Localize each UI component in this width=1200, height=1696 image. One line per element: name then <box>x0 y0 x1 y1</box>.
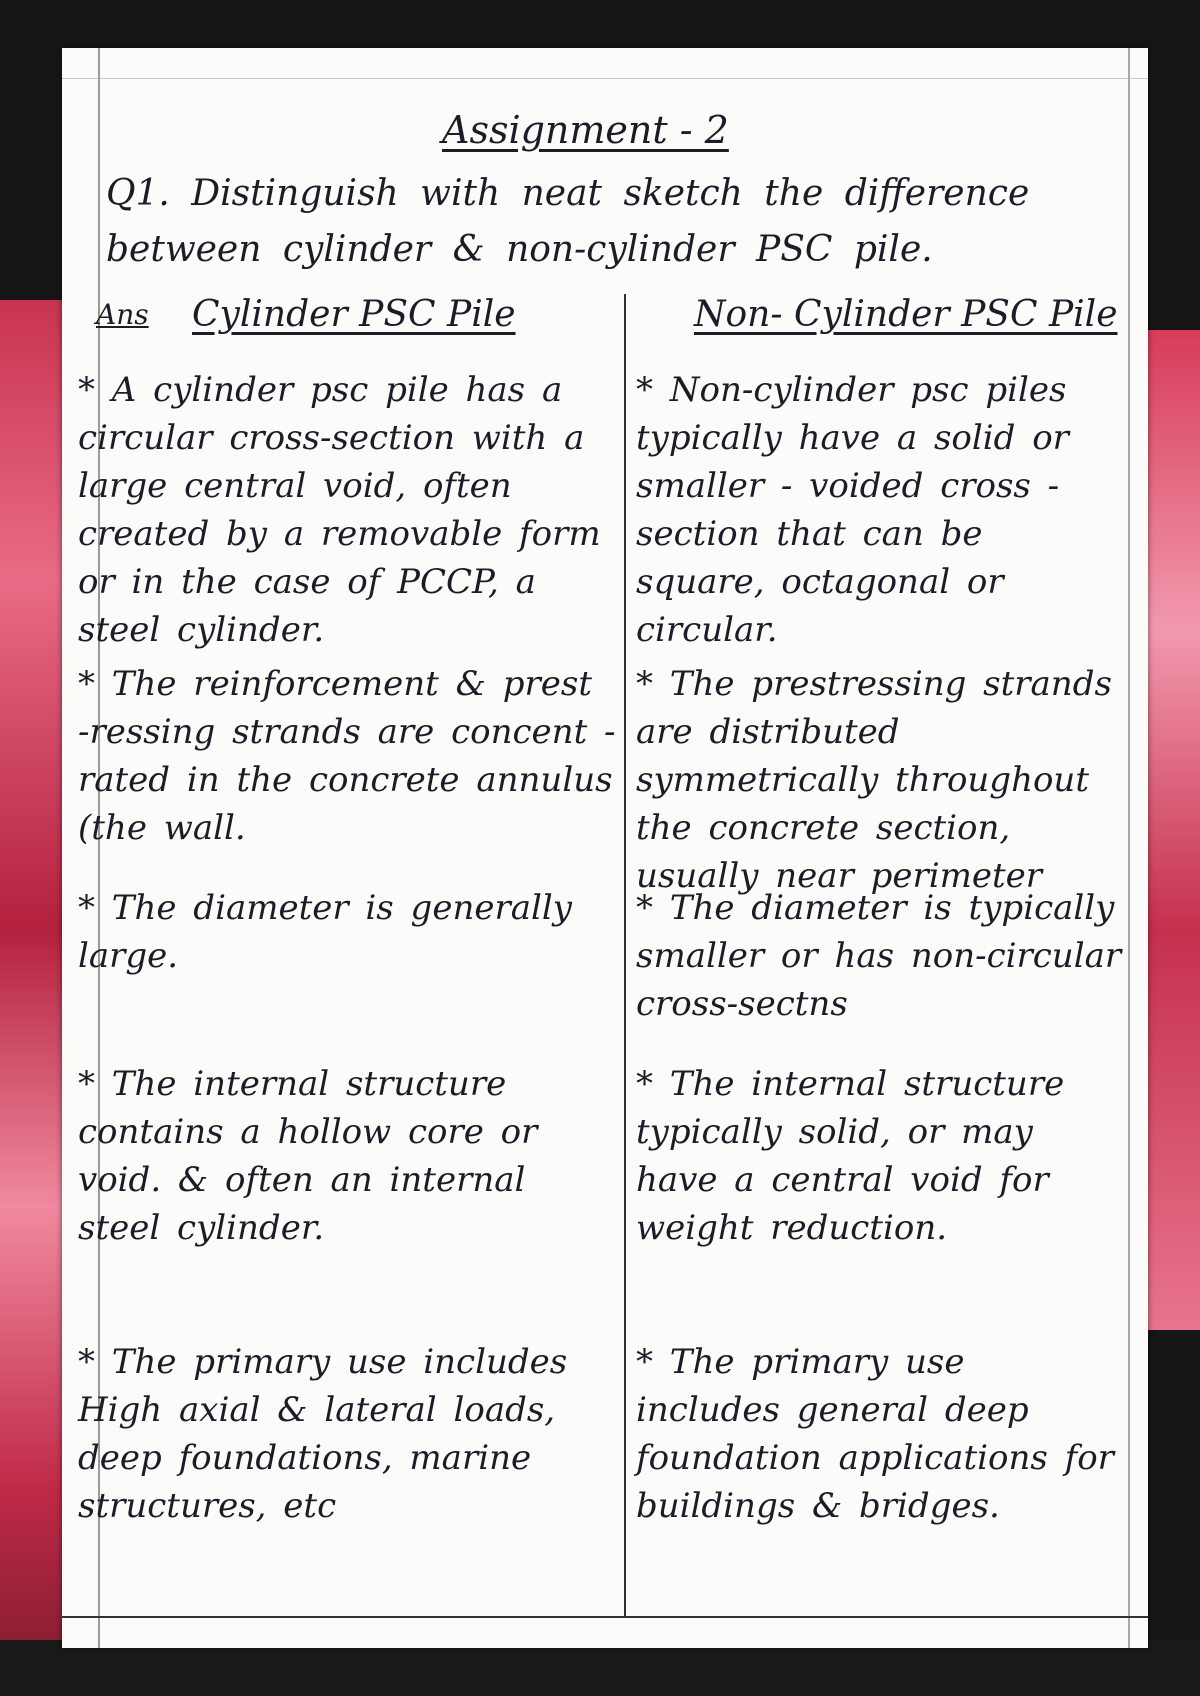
row-1-cylinder: * A cylinder psc pile has a circular cross-section with a large central void, often created by a removable form or in the case of PCCP, a steel cylinder. <box>78 370 601 650</box>
row-2-cylinder: * The reinforcement & prest -ressing strands are concent -rated in the concrete annulus (the wall. <box>78 664 616 848</box>
answer-label: Ans <box>96 298 149 331</box>
notebook-page <box>62 48 1148 1648</box>
row-3-cylinder: * The diameter is generally large. <box>78 888 572 976</box>
row-5-cylinder: * The primary use includes High axial & lateral loads, deep foundations, marine structures, etc <box>78 1342 568 1526</box>
row-2-non-cylinder: * The prestressing strands are distributed symmetrically throughout the concrete section, usually near perimeter <box>636 664 1112 896</box>
row-4-cylinder: * The internal structure contains a hollow core or void. & often an internal steel cylinder. <box>78 1064 538 1248</box>
row-1-non-cylinder: * Non-cylinder psc piles typically have a solid or smaller - voided cross -section that can be square, octagonal or circular. <box>636 370 1069 650</box>
assignment-title: Assignment - 2 <box>442 108 729 152</box>
floral-background-left <box>0 300 70 1696</box>
column-heading-non-cylinder: Non- Cylinder PSC Pile <box>694 294 1118 335</box>
page-right-rule <box>1128 48 1130 1648</box>
column-divider <box>624 294 626 1616</box>
page-top-rule <box>62 78 1148 79</box>
question-text: Q1. Distinguish with neat sketch the difference between cylinder & non-cylinder PSC pile. <box>106 173 1030 270</box>
column-heading-cylinder: Cylinder PSC Pile <box>192 294 516 335</box>
row-3-non-cylinder: * The diameter is typically smaller or has non-circular cross-sectns <box>636 888 1122 1024</box>
dark-background-bottom <box>0 1640 1200 1696</box>
floral-background-right <box>1140 330 1200 1330</box>
row-4-non-cylinder: * The internal structure typically solid, or may have a central void for weight reduction. <box>636 1064 1065 1248</box>
table-bottom-rule <box>62 1616 1148 1618</box>
row-5-non-cylinder: * The primary use includes general deep foundation applications for buildings & bridges. <box>636 1342 1114 1526</box>
